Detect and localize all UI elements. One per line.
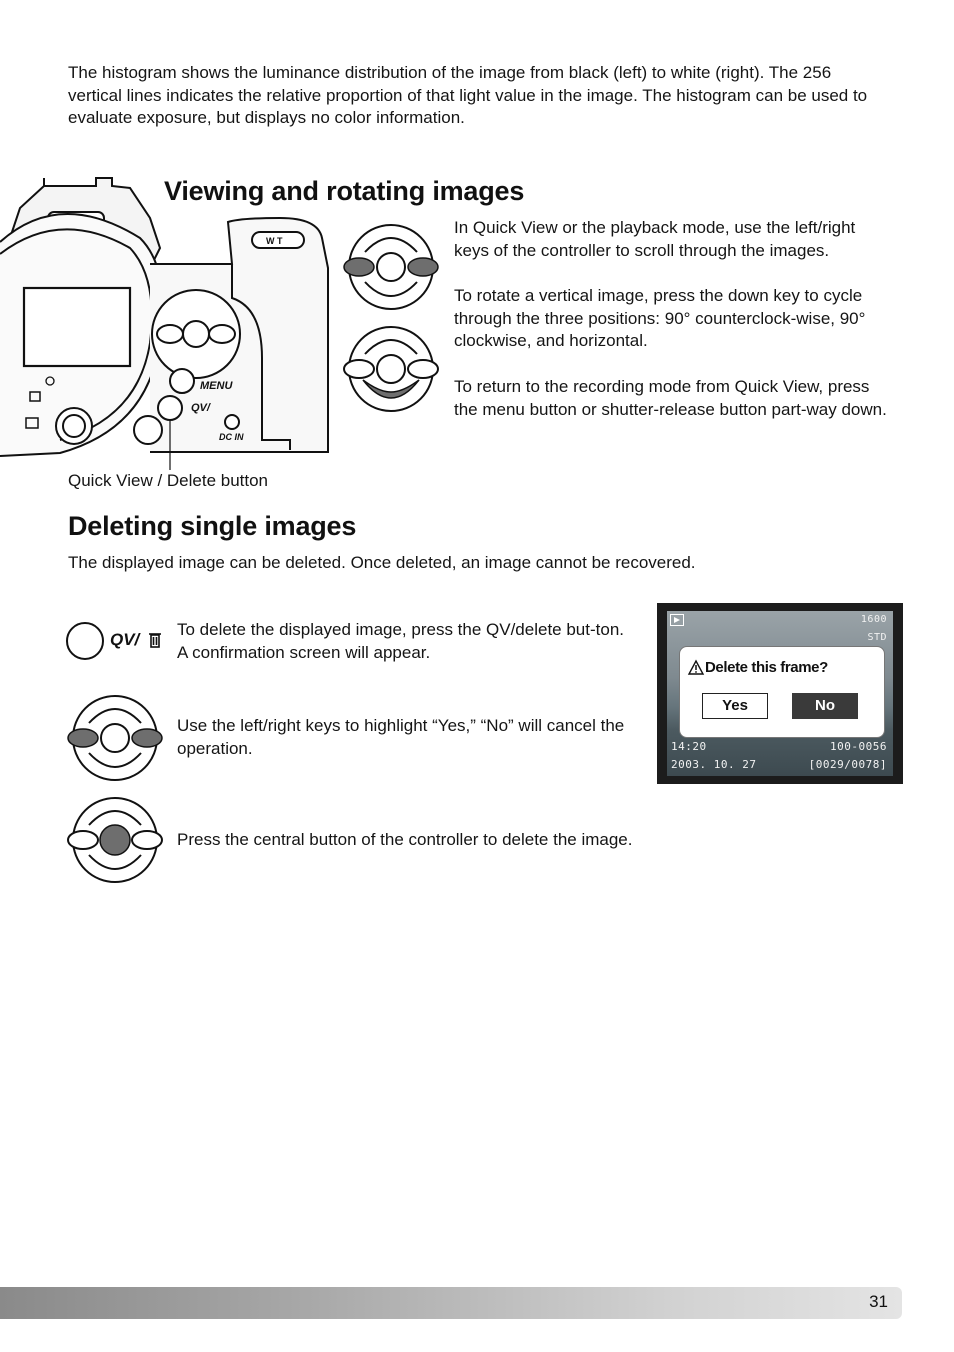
viewing-para-3: To return to the recording mode from Quick View, press the menu button or shutter-release button part-way down.: [454, 377, 887, 419]
step2-text: Use the left/right keys to highlight “Yes,” “No” will cancel the operation.: [177, 716, 625, 758]
lcd-file-number: 100-0056: [830, 740, 887, 753]
delete-confirm-dialog: [679, 646, 885, 738]
controller-left-right-icon: [343, 222, 439, 312]
lcd-quality: STD: [867, 632, 887, 643]
camera-back-illustration: [0, 178, 340, 468]
qv-button-label: QV/: [110, 630, 140, 649]
warning-icon: [688, 660, 704, 675]
controller-left-right-icon-2: [67, 693, 163, 783]
page-number: 31: [869, 1292, 888, 1311]
deleting-heading: Deleting single images: [68, 511, 357, 541]
lcd-time: 14:20: [671, 740, 707, 753]
viewing-heading: Viewing and rotating images: [164, 176, 525, 206]
deleting-subtitle: The displayed image can be deleted. Once deleted, an image cannot be recovered.: [68, 553, 696, 572]
viewing-para-1: In Quick View or the playback mode, use the left/right keys of the controller to scroll through the images.: [454, 218, 856, 260]
lcd-frame-count: [0029/0078]: [808, 758, 887, 771]
controller-center-icon: [67, 795, 163, 885]
dialog-title: Delete this frame?: [705, 659, 828, 676]
qv-label: QV/: [191, 402, 210, 414]
controller-down-icon: [343, 324, 439, 414]
lcd-iso: 1600: [860, 614, 887, 625]
playback-icon: [670, 614, 684, 626]
quick-view-callout: Quick View / Delete button: [68, 471, 269, 490]
step1-text: To delete the displayed image, press the QV/delete but-ton. A confirmation screen will appear.: [177, 620, 624, 662]
lcd-date: 2003. 10. 27: [671, 758, 757, 771]
footer-bar: [0, 1287, 902, 1319]
dc-in-label: DC IN: [219, 432, 244, 442]
qv-delete-button-icon: [66, 622, 106, 662]
lcd-screen: [657, 603, 903, 784]
trash-icon: [148, 631, 162, 649]
viewing-para-2: To rotate a vertical image, press the down key to cycle through the three positions: 90° counterclock-wise, 90° clockwise, and horizontal.: [454, 286, 866, 350]
no-button[interactable]: No: [792, 693, 858, 719]
menu-label: MENU: [200, 380, 233, 392]
yes-button[interactable]: Yes: [702, 693, 768, 719]
zoom-label: W T: [266, 236, 283, 246]
histogram-paragraph: The histogram shows the luminance distribution of the image from black (left) to white (right). The 256 vertical lines indicates the relative proportion of that light value in the image. The histogram can be used to evaluate exposure, but displays no color information.: [68, 63, 868, 127]
step3-text: Press the central button of the controller to delete the image.: [177, 830, 633, 849]
